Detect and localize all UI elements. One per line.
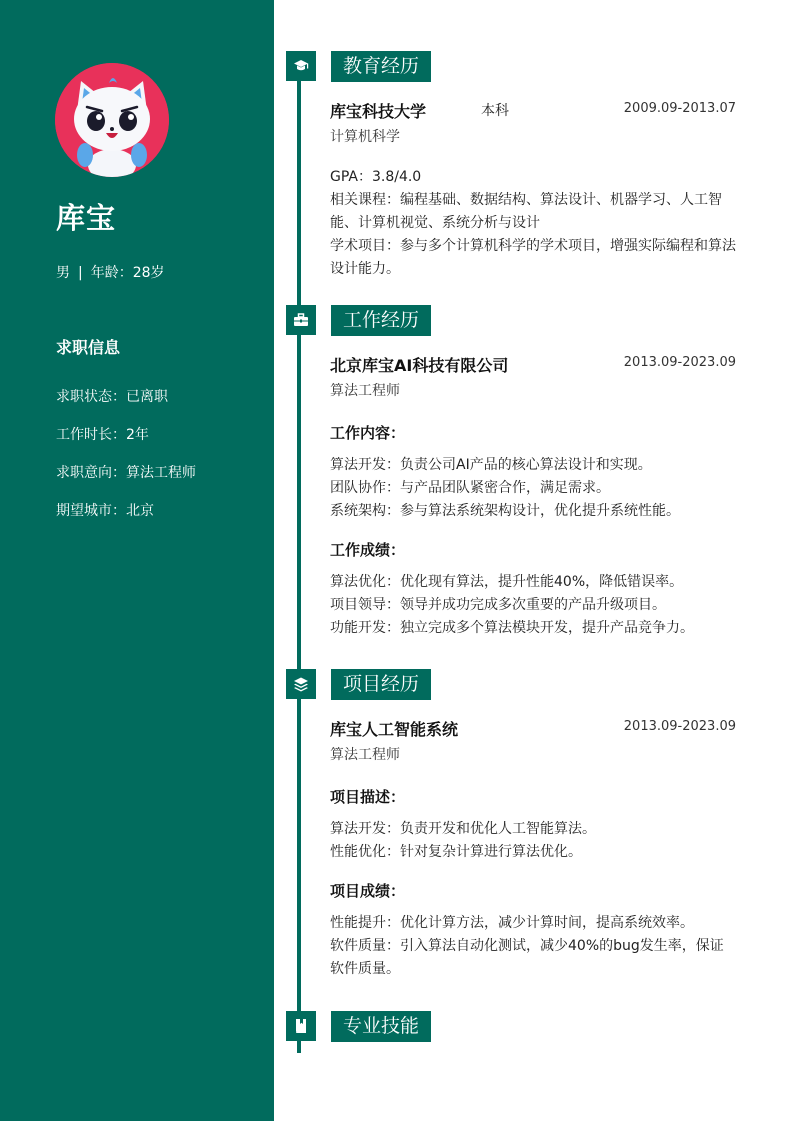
work-duration: 工作时长：2年 <box>56 427 149 443</box>
work-achievement-item: 功能开发：独立完成多个算法模块开发，提升产品竞争力。 <box>330 620 694 636</box>
project-result-item: 性能提升：优化计算方法，减少计算时间，提高系统效率。 <box>330 915 694 931</box>
company-name: 北京库宝AI科技有限公司 <box>330 356 509 375</box>
work-achievements-list <box>330 571 736 640</box>
project-role: 算法工程师 <box>330 747 400 763</box>
project-desc-item: 算法开发：负责开发和优化人工智能算法。 <box>330 821 596 837</box>
work-date: 2013.09-2023.09 <box>623 355 736 370</box>
work-content-item: 算法开发：负责公司AI产品的核心算法设计和实现。 <box>330 457 652 473</box>
section-title-project: 项目经历 <box>331 669 431 700</box>
briefcase-icon <box>286 305 316 335</box>
gpa: GPA：3.8/4.0 <box>330 169 422 185</box>
sidebar <box>0 0 274 1121</box>
layers-icon <box>286 669 316 699</box>
job-status: 求职状态：已离职 <box>56 389 168 405</box>
project-desc-heading: 项目描述： <box>330 788 406 806</box>
project-date: 2013.09-2023.09 <box>623 719 736 734</box>
project-results-heading: 项目成绩： <box>330 882 406 900</box>
project-desc-list <box>330 818 736 864</box>
graduation-cap-icon <box>286 51 316 81</box>
courses: 相关课程：编程基础、数据结构、算法设计、机器学习、人工智能、计算机视觉、系统分析与设计 <box>330 192 722 231</box>
degree: 本科 <box>481 103 509 119</box>
avatar <box>55 63 169 177</box>
timeline-line <box>297 52 301 1053</box>
work-achievement-item: 项目领导：领导并成功完成多次重要的产品升级项目。 <box>330 597 666 613</box>
gender: 男 <box>56 265 70 281</box>
work-achievements-heading: 工作成绩： <box>330 541 406 559</box>
education-date: 2009.09-2013.07 <box>623 101 736 116</box>
work-content-item: 系统架构：参与算法系统架构设计，优化提升系统性能。 <box>330 503 680 519</box>
work-content-item: 团队协作：与产品团队紧密合作，满足需求。 <box>330 480 610 496</box>
project-block <box>330 717 736 981</box>
work-role: 算法工程师 <box>330 383 400 399</box>
project-desc-item: 性能优化：针对复杂计算进行算法优化。 <box>330 844 582 860</box>
age: 年龄：28岁 <box>90 265 165 281</box>
book-icon <box>286 1011 316 1041</box>
job-target: 求职意向：算法工程师 <box>56 465 196 481</box>
work-block <box>330 353 736 640</box>
work-content-list <box>330 454 736 523</box>
project-name: 库宝人工智能系统 <box>330 720 459 739</box>
education-block <box>330 99 736 281</box>
academic-projects: 学术项目：参与多个计算机科学的学术项目，增强实际编程和算法设计能力。 <box>330 238 736 277</box>
basic-info <box>56 262 165 282</box>
divider: | <box>78 265 83 281</box>
job-intent-list <box>56 386 196 538</box>
job-intent-heading: 求职信息 <box>56 338 121 357</box>
school-name: 库宝科技大学 <box>330 102 427 121</box>
section-title-education: 教育经历 <box>331 51 431 82</box>
section-title-skills: 专业技能 <box>331 1011 431 1042</box>
work-content-heading: 工作内容： <box>330 424 406 442</box>
section-title-work: 工作经历 <box>331 305 431 336</box>
candidate-name: 库宝 <box>56 201 117 235</box>
project-result-item: 软件质量：引入算法自动化测试，减少40%的bug发生率，保证软件质量。 <box>330 938 724 977</box>
major: 计算机科学 <box>330 129 400 145</box>
work-achievement-item: 算法优化：优化现有算法，提升性能40%，降低错误率。 <box>330 574 684 590</box>
cat-mascot-icon <box>55 63 169 177</box>
expected-city: 期望城市：北京 <box>56 503 154 519</box>
project-results-list <box>330 912 736 981</box>
